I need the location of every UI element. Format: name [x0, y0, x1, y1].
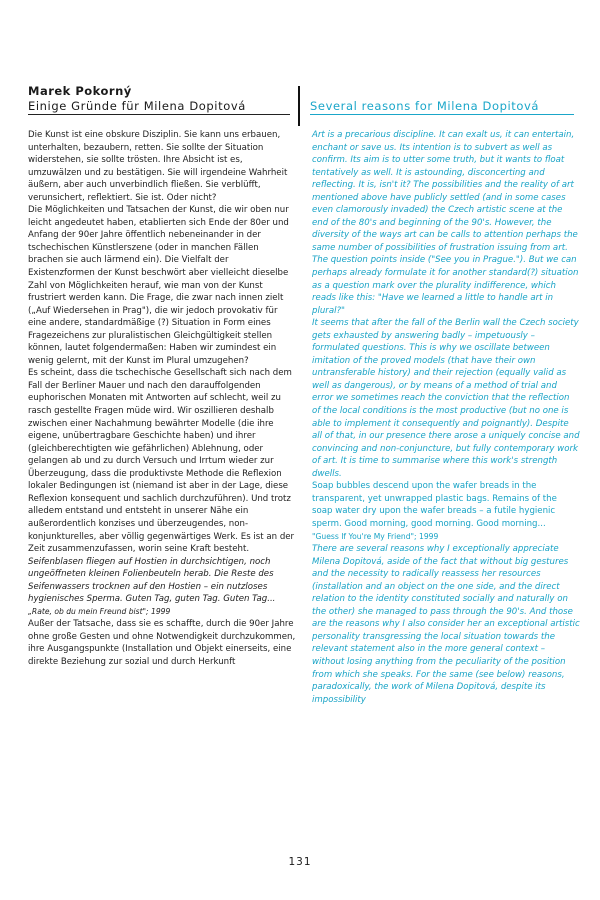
poem-passage: Soap bubbles descend upon the wafer breads in the transparent, yet unwrapped plastic bags. Remains of the soap water dry upon the wafer breads – a futile hygienic sperm. Good morning, good morning. Good morning... — [312, 481, 557, 529]
column-divider — [298, 86, 300, 126]
artwork-caption: „Rate, ob du mein Freund bist"; 1999 — [28, 606, 171, 616]
paragraph: Art is a precarious discipline. It can exalt us, it can entertain, enchant or save us. Its intention is to subvert as well as confirm. Its aim is to utter some truth, but it wants to float tentatively as well. It is astounding, disconcerting and reflecting. It is, isn't it? The possibilities and the reality of art mentioned above have publicly settled (and in some cases even clamorously invaded) the Czech artistic scene at the end of the 80's and beginning of the 90's. However, the diversity of the ways art can be calls to attention perhaps the same number of possibilities of frustration issuing from art. The question points inside ("See you in Prague."). But we can perhaps already formulate it for another standard(?) situation as a question mark over the plurality indifference, which reads like this: "Have we learned a little to handle art in plural?" — [312, 130, 579, 316]
artwork-caption: "Guess If You're My Friend"; 1999 — [312, 531, 439, 541]
paragraph: Die Möglichkeiten und Tatsachen der Kunst, die wir oben nur leicht angedeutet haben, etablierten sich Ende der 80er und Anfang der 90er Jahre öffentlich nebeneinander in der tschechischen Künstlerszene (oder in manchen Fällen brachen sie auch lärmend ein). Die Vielfalt der Existenzformen der Kunst beschwört aber vielleicht dieselbe Zahl von Möglichkeiten herauf, wie man von der Kunst frustriert werden kann. Die Frage, die zwar nach innen zielt („Auf Wiedersehen in Prag"), die wir jedoch provokativ für eine andere, standardmäßige (?) Situation in Form eines Fragezeichens zur pluralistischen Gleichgültigkeit stellen können, lautet folgendermaßen: Haben wir zumindest ein wenig gelernt, mit der Kunst im Plural umzugehen? — [28, 205, 289, 366]
title-german: Einige Gründe für Milena Dopitová — [28, 99, 290, 115]
title-english: Several reasons for Milena Dopitová — [310, 99, 574, 115]
paragraph: Es scheint, dass die tschechische Gesellschaft sich nach dem Fall der Berliner Mauer und nach den darauffolgenden euphorischen Monaten mit Antworten auf schlecht, weil zu rasch gestellte Fragen müde wird. Wir oszillieren deshalb zwischen einer Nachahmung bewährter Modelle (die ihre eigene, unübertragbare Geschichte haben) und ihrer (gleichberechtigten wie gefährlichen) Ablehnung, oder gelangen ab und zu durch Versuch und Irrtum wieder zur Überzeugung, dass die produktivste Methode die Reflexion lokaler Bedingungen ist (niemand ist aber in der Lage, diese Reflexion konsequent und sachlich durchzuführen). Und trotz alledem entstand und entsteht in unserer Nähe ein außerordentlich konzises und überzeugendes, non-konjunkturelles, aber völlig gegenwärtiges Werk. Es ist an der Zeit zusammenzufassen, worin seine Kraft besteht. — [28, 368, 295, 555]
english-text-column — [312, 129, 580, 706]
paragraph: It seems that after the fall of the Berlin wall the Czech society gets exhausted by answering badly – impetuously – formulated questions. This is why we oscillate between imitation of the proved models (that have their own untransferable history) and their rejection (equally valid as well as dangerous), or by means of a method of trial and error we sometimes reach the conviction that the reflection of the local conditions is the most productive (but no one is able to implement it consequently and poignantly). Despite all of that, in our presence there arose a uniquely concise and convincing and non-conjuncture, but fully contemporary work of art. It is time to summarise where this work's strength dwells. — [312, 318, 580, 479]
german-text-column — [28, 129, 296, 669]
paragraph: Außer der Tatsache, dass sie es schaffte, durch die 90er Jahre ohne große Gesten und ohne Notwendigkeit durchzukommen, ihre Ausgangspunkte (Installation und Objekt einerseits, eine direkte Beziehung zur sozial und durch Herkunft — [28, 619, 296, 667]
author-name: Marek Pokorný — [28, 84, 132, 98]
paragraph: Die Kunst ist eine obskure Disziplin. Sie kann uns erbauen, unterhalten, bezaubern, retten. Sie sollte der Situation widerstehen, sie sollte trösten. Ihre Absicht ist es, umzuwälzen und zu bestätigen. Sie will irgendeine Wahrheit äußern, aber auch unverbindlich fließen. Sie verblüfft, verunsichert, reflektiert. Sie ist. Oder nicht? — [28, 130, 288, 203]
paragraph: There are several reasons why I exceptionally appreciate Milena Dopitová, aside of the fact that without big gestures and the necessity to radically reassess her resources (installation and an object on the one side, and the direct relation to the identity constituted socially and naturally on the other) she managed to pass through the 90's. And those are the reasons why I also consider her an exceptional artistic personality transgressing the local situation towards the relevant statement also in the more general context – without losing anything from the peculiarity of the position from which she speaks. For the same (see below) reasons, paradoxically, the work of Milena Dopitová, despite its impossibility — [312, 544, 580, 705]
poem-passage: Seifenblasen fliegen auf Hostien in durchsichtigen, noch ungeöffneten kleinen Folienbeuteln herab. Die Reste des Seifenwassers trocknen auf den Hostien – ein nutzloses hygienisches Sperma. Guten Tag, guten Tag. Guten Tag... — [28, 556, 276, 605]
page-number: 131 — [288, 856, 312, 868]
